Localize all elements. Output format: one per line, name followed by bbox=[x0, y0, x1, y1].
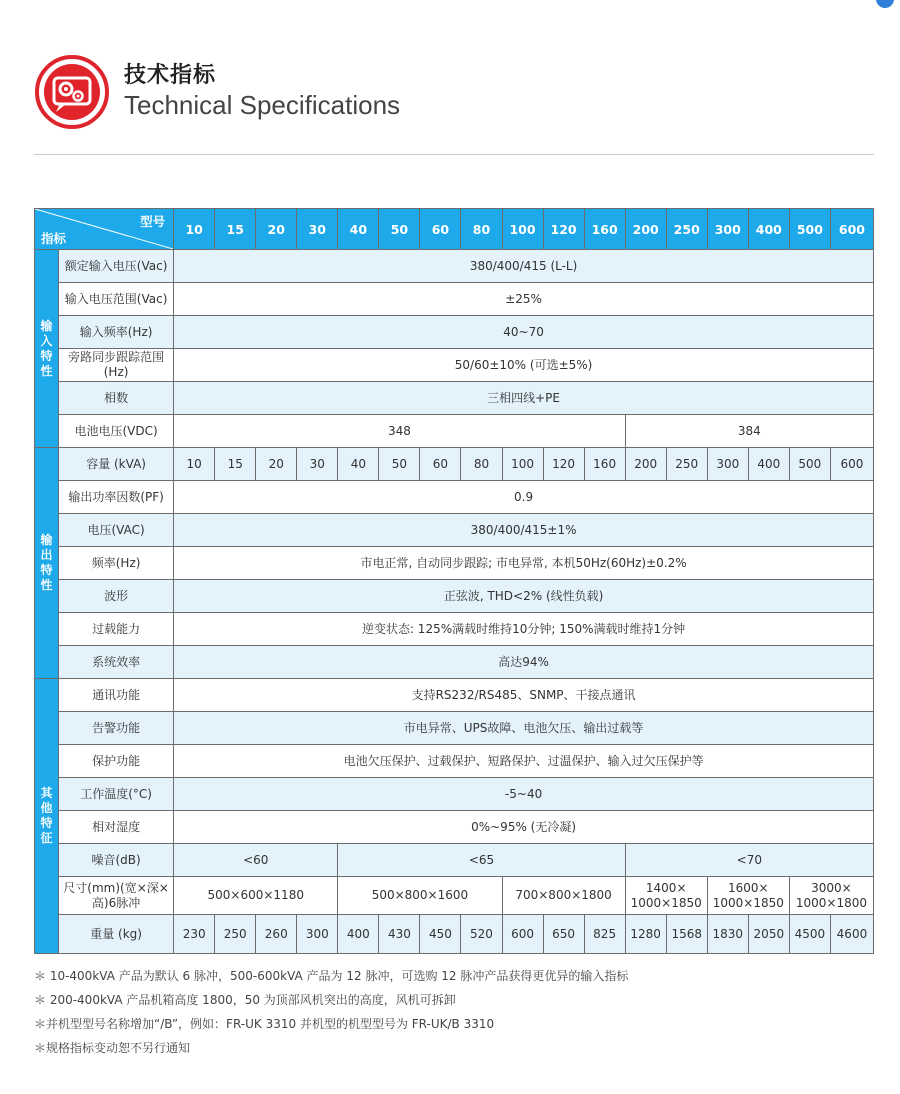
row-label: 保护功能 bbox=[59, 745, 174, 778]
capacity-cell: 80 bbox=[461, 448, 502, 481]
model-header: 400 bbox=[748, 209, 789, 250]
capacity-cell: 400 bbox=[748, 448, 789, 481]
dim-line: 1000×1850 bbox=[712, 895, 784, 910]
table-row bbox=[35, 283, 874, 316]
model-header: 250 bbox=[666, 209, 707, 250]
capacity-cell: 50 bbox=[379, 448, 420, 481]
capacity-cell: 600 bbox=[830, 448, 873, 481]
row-value: <60 bbox=[174, 844, 338, 877]
capacity-cell: 500 bbox=[789, 448, 830, 481]
table-row bbox=[35, 415, 874, 448]
table-row bbox=[35, 316, 874, 349]
section-header bbox=[34, 48, 874, 128]
row-value bbox=[789, 877, 873, 915]
row-value: 0.9 bbox=[174, 481, 874, 514]
model-header: 60 bbox=[420, 209, 461, 250]
weight-cell: 4500 bbox=[789, 915, 830, 954]
row-value: 高达94% bbox=[174, 646, 874, 679]
capacity-cell: 120 bbox=[543, 448, 584, 481]
weight-cell: 2050 bbox=[748, 915, 789, 954]
row-value: 市电异常、UPS故障、电池欠压、输出过载等 bbox=[174, 712, 874, 745]
table-row bbox=[35, 382, 874, 415]
row-label: 相对湿度 bbox=[59, 811, 174, 844]
dim-line: 1400× bbox=[645, 880, 687, 895]
row-value: 0%~95% (无冷凝) bbox=[174, 811, 874, 844]
table-row bbox=[35, 778, 874, 811]
row-label: 输出功率因数(PF) bbox=[59, 481, 174, 514]
table-row bbox=[35, 613, 874, 646]
weight-cell: 650 bbox=[543, 915, 584, 954]
weight-cell: 1830 bbox=[707, 915, 748, 954]
table-row bbox=[35, 250, 874, 283]
settings-gear-icon bbox=[34, 54, 110, 130]
capacity-cell: 15 bbox=[215, 448, 256, 481]
model-header: 500 bbox=[789, 209, 830, 250]
footnote: ＊并机型型号名称增加“/B”，例如：FR-UK 3310 并机型的机型型号为 FR-UK/B 3310 bbox=[34, 1017, 495, 1031]
capacity-cell: 100 bbox=[502, 448, 543, 481]
table-row bbox=[35, 745, 874, 778]
weight-cell: 450 bbox=[420, 915, 461, 954]
table-row bbox=[35, 580, 874, 613]
row-value: 384 bbox=[625, 415, 873, 448]
row-label: 通讯功能 bbox=[59, 679, 174, 712]
row-label: 工作温度(°C) bbox=[59, 778, 174, 811]
row-label: 重量 (kg) bbox=[59, 915, 174, 954]
weight-cell: 520 bbox=[461, 915, 502, 954]
model-header: 10 bbox=[174, 209, 215, 250]
weight-cell: 1280 bbox=[625, 915, 666, 954]
capacity-cell: 60 bbox=[420, 448, 461, 481]
page-title: 技术指标 bbox=[124, 63, 217, 88]
model-header: 300 bbox=[707, 209, 748, 250]
weight-cell: 230 bbox=[174, 915, 215, 954]
model-header: 160 bbox=[584, 209, 625, 250]
model-header: 20 bbox=[256, 209, 297, 250]
table-row bbox=[35, 448, 874, 481]
row-value bbox=[625, 877, 707, 915]
model-header: 15 bbox=[215, 209, 256, 250]
row-value: 逆变状态: 125%满载时维持10分钟; 150%满载时维持1分钟 bbox=[174, 613, 874, 646]
model-header: 100 bbox=[502, 209, 543, 250]
row-value: 700×800×1800 bbox=[502, 877, 625, 915]
dim-line: 1000×1850 bbox=[630, 895, 702, 910]
row-value: -5~40 bbox=[174, 778, 874, 811]
row-value: 正弦波, THD<2% (线性负载) bbox=[174, 580, 874, 613]
corner-model-label: 型号 bbox=[140, 214, 166, 229]
table-row bbox=[35, 712, 874, 745]
row-label: 过载能力 bbox=[59, 613, 174, 646]
model-header: 40 bbox=[338, 209, 379, 250]
row-label: 电压(VAC) bbox=[59, 514, 174, 547]
row-label: 容量 (kVA) bbox=[59, 448, 174, 481]
row-value: <70 bbox=[625, 844, 873, 877]
model-header: 600 bbox=[830, 209, 873, 250]
weight-cell: 825 bbox=[584, 915, 625, 954]
table-row bbox=[35, 915, 874, 954]
weight-cell: 4600 bbox=[830, 915, 873, 954]
weight-cell: 400 bbox=[338, 915, 379, 954]
capacity-cell: 250 bbox=[666, 448, 707, 481]
group-label-input: 输入特性 bbox=[35, 250, 59, 448]
row-value: 380/400/415 (L-L) bbox=[174, 250, 874, 283]
footnote: ＊规格指标变动恕不另行通知 bbox=[34, 1041, 191, 1055]
row-value: ±25% bbox=[174, 283, 874, 316]
row-label: 相数 bbox=[59, 382, 174, 415]
capacity-cell: 300 bbox=[707, 448, 748, 481]
row-label: 波形 bbox=[59, 580, 174, 613]
table-row bbox=[35, 349, 874, 382]
weight-cell: 300 bbox=[297, 915, 338, 954]
capacity-cell: 40 bbox=[338, 448, 379, 481]
row-label: 系统效率 bbox=[59, 646, 174, 679]
row-value: 三相四线+PE bbox=[174, 382, 874, 415]
row-label: 电池电压(VDC) bbox=[59, 415, 174, 448]
capacity-cell: 200 bbox=[625, 448, 666, 481]
row-value: 电池欠压保护、过载保护、短路保护、过温保护、输入过欠压保护等 bbox=[174, 745, 874, 778]
row-value bbox=[707, 877, 789, 915]
table-header-row bbox=[35, 209, 874, 250]
table-row bbox=[35, 514, 874, 547]
weight-cell: 430 bbox=[379, 915, 420, 954]
row-value: 市电正常, 自动同步跟踪; 市电异常, 本机50Hz(60Hz)±0.2% bbox=[174, 547, 874, 580]
dim-line: 3000× bbox=[811, 880, 852, 895]
table-row bbox=[35, 844, 874, 877]
table-corner-cell bbox=[35, 209, 174, 250]
row-label: 噪音(dB) bbox=[59, 844, 174, 877]
table-row bbox=[35, 811, 874, 844]
table-row bbox=[35, 679, 874, 712]
model-header: 30 bbox=[297, 209, 338, 250]
row-value: 40~70 bbox=[174, 316, 874, 349]
capacity-cell: 30 bbox=[297, 448, 338, 481]
weight-cell: 1568 bbox=[666, 915, 707, 954]
row-label: 输入电压范围(Vac) bbox=[59, 283, 174, 316]
table-row bbox=[35, 877, 874, 915]
weight-cell: 600 bbox=[502, 915, 543, 954]
row-value: 500×600×1180 bbox=[174, 877, 338, 915]
capacity-cell: 10 bbox=[174, 448, 215, 481]
spec-table bbox=[34, 208, 874, 954]
page-subtitle: Technical Specifications bbox=[124, 90, 401, 120]
weight-cell: 260 bbox=[256, 915, 297, 954]
row-label: 尺寸(mm)(宽×深×高)6脉冲 bbox=[59, 877, 174, 915]
model-header: 120 bbox=[543, 209, 584, 250]
row-label: 输入频率(Hz) bbox=[59, 316, 174, 349]
corner-badge bbox=[876, 0, 894, 8]
footnote: ＊ 10-400kVA 产品为默认 6 脉冲，500-600kVA 产品为 12 脉冲，可选购 12 脉冲产品获得更优异的输入指标 bbox=[34, 969, 629, 983]
corner-spec-label: 指标 bbox=[41, 231, 67, 246]
row-label: 告警功能 bbox=[59, 712, 174, 745]
row-value: 支持RS232/RS485、SNMP、干接点通讯 bbox=[174, 679, 874, 712]
divider bbox=[34, 154, 874, 155]
row-label: 频率(Hz) bbox=[59, 547, 174, 580]
dim-line: 1000×1800 bbox=[795, 895, 867, 910]
table-row bbox=[35, 481, 874, 514]
footnotes bbox=[34, 964, 874, 1060]
dim-line: 1600× bbox=[728, 880, 769, 895]
table-row bbox=[35, 547, 874, 580]
row-value: 380/400/415±1% bbox=[174, 514, 874, 547]
model-header: 200 bbox=[625, 209, 666, 250]
row-value: 500×800×1600 bbox=[338, 877, 502, 915]
row-label: 旁路同步跟踪范围(Hz) bbox=[59, 349, 174, 382]
table-row bbox=[35, 646, 874, 679]
model-header: 50 bbox=[379, 209, 420, 250]
capacity-cell: 20 bbox=[256, 448, 297, 481]
footnote: ＊ 200-400kVA 产品机箱高度 1800，50 为顶部风机突出的高度，风机可拆卸 bbox=[34, 993, 456, 1007]
row-label: 额定输入电压(Vac) bbox=[59, 250, 174, 283]
capacity-cell: 160 bbox=[584, 448, 625, 481]
row-value: 348 bbox=[174, 415, 626, 448]
weight-cell: 250 bbox=[215, 915, 256, 954]
model-header: 80 bbox=[461, 209, 502, 250]
group-label-output: 输出特性 bbox=[35, 448, 59, 679]
group-label-other: 其他特征 bbox=[35, 679, 59, 954]
row-value: 50/60±10% (可选±5%) bbox=[174, 349, 874, 382]
row-value: <65 bbox=[338, 844, 625, 877]
